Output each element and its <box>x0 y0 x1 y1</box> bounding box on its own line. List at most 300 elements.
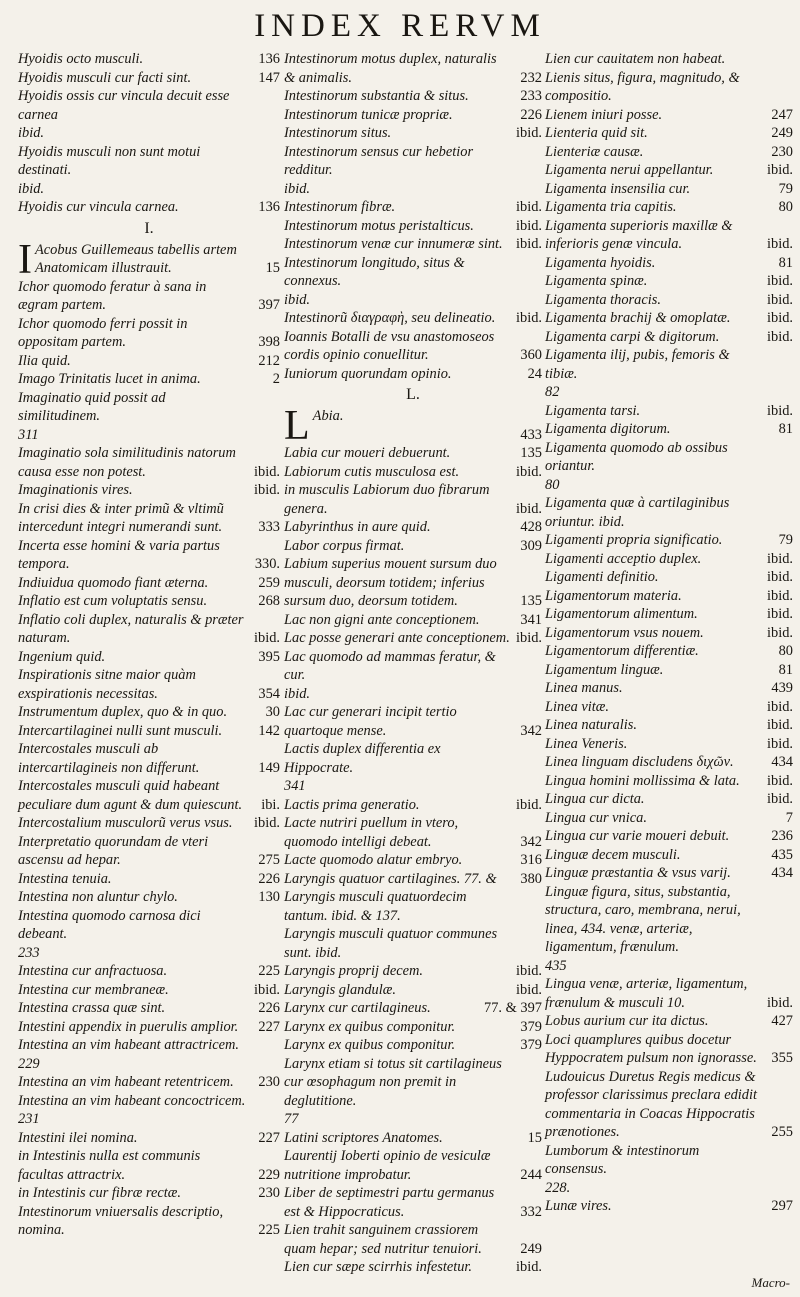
index-entry <box>545 587 793 606</box>
entry-text: Intestinorum motus duplex, naturalis & animalis. <box>284 51 497 86</box>
entry-page-ref: 275 <box>258 852 280 868</box>
entry-page-ref: 24 <box>527 365 542 382</box>
entry-text: Ligamentorum differentiæ. <box>545 643 699 659</box>
index-entry <box>284 703 542 740</box>
entry-text: Intestini ilei nomina. <box>18 1129 138 1146</box>
entry-text: Inflatio coli duplex, naturalis & præter naturam. <box>18 611 244 646</box>
entry-text: Lien trahit sanguinem crassiorem quam hepar; sed nutritur tenuiori. <box>284 1222 482 1257</box>
entry-page-ref: 259 <box>258 574 280 591</box>
entry-page-ref: 135 <box>520 445 542 461</box>
entry-text: Intestinorum tunicæ propriæ. <box>284 106 453 123</box>
entry-page-ref: 142 <box>258 722 280 739</box>
index-entry <box>284 999 542 1018</box>
entry-text: Intestinorum venæ cur innumeræ sint. <box>284 236 503 252</box>
index-entry <box>545 753 793 772</box>
entry-page-ref: 297 <box>771 1198 793 1214</box>
entry-text: In crisi dies & inter primũ & vltimũ intercedunt integri numerandi sunt. <box>18 500 224 535</box>
entry-text: Intestinorum motus peristalticus. <box>284 217 474 234</box>
entry-text: ibid. <box>284 180 310 197</box>
entry-text: Lienteriæ causæ. <box>545 143 644 160</box>
index-entry <box>545 1197 793 1216</box>
entry-text: 233 <box>18 944 40 961</box>
index-entry <box>545 476 793 495</box>
index-entry <box>284 962 542 981</box>
index-entry <box>18 962 280 981</box>
entry-page-ref: ibid. <box>767 717 793 733</box>
entry-text: Intestini appendix in puerulis amplior. <box>18 1018 239 1035</box>
index-entry <box>545 1031 793 1068</box>
entry-text: Intestina tenuia. <box>18 870 112 887</box>
entry-text: Ligamenta thoracis. <box>545 291 661 308</box>
index-entry <box>284 611 542 630</box>
entry-text: 228. <box>545 1179 571 1196</box>
entry-page-ref: ibid. <box>254 482 280 498</box>
index-entry <box>545 957 793 976</box>
entry-text: Intercostalium musculorũ verus vsus. <box>18 815 233 831</box>
entry-page-ref: ibid. <box>516 1259 542 1275</box>
entry-text: Instrumentum duplex, quo & in quo. <box>18 704 228 720</box>
index-entry <box>284 1258 542 1277</box>
index-entry <box>18 1110 280 1129</box>
entry-text: ibid. <box>284 291 310 308</box>
entry-page-ref: 80 <box>778 199 793 215</box>
entry-text: Lactis prima generatio. <box>284 796 420 813</box>
entry-text: Hyoidis musculi cur facti sint. <box>18 69 192 86</box>
entry-page-ref: 7 <box>785 809 793 826</box>
entry-page-ref: 226 <box>258 870 280 887</box>
entry-text: in Intestinis nulla est communis facultas attractrix. <box>18 1148 201 1183</box>
index-entry <box>545 716 793 735</box>
entry-text: Laryngis quatuor cartilagines. 77. & <box>284 870 497 887</box>
entry-page-ref: ibid. <box>767 273 793 289</box>
index-entry <box>18 888 280 907</box>
index-entry <box>18 481 280 500</box>
entry-page-ref: 342 <box>520 722 542 739</box>
entry-page-ref: 81 <box>778 661 793 678</box>
index-entry <box>284 555 542 611</box>
entry-page-ref: 255 <box>771 1124 793 1140</box>
index-entry <box>545 827 793 846</box>
index-entry <box>545 1142 793 1179</box>
entry-text: Ligamenti acceptio duplex. <box>545 550 702 567</box>
entry-text: Intestina an vim habeant retentricem. <box>18 1074 234 1090</box>
entry-text: Lien cur cauitatem non habeat. <box>545 51 726 67</box>
entry-text: Interpretatio quorundam de vteri ascensu ad hepar. <box>18 833 209 868</box>
entry-text: Ligamenta superioris maxillæ & inferioris genæ vincula. <box>545 217 733 252</box>
entry-text: Labia cur moueri debuerunt. <box>284 445 451 461</box>
entry-text: Incerta esse homini & varia partus tempora. <box>18 537 220 572</box>
index-entry <box>18 574 280 593</box>
index-entry <box>545 642 793 661</box>
index-entry <box>545 254 793 273</box>
entry-text: Ligamenta quomodo ab ossibus oriantur. <box>545 439 728 474</box>
index-entry <box>18 981 280 1000</box>
index-column-3 <box>545 50 793 1216</box>
entry-text: Lac quomodo ad mammas feratur, & cur. <box>284 648 496 683</box>
entry-page-ref: ibid. <box>767 606 793 622</box>
entry-page-ref: ibid. <box>767 328 793 345</box>
entry-text: Larynx ex quibus componitur. <box>284 1037 456 1053</box>
entry-text: Ligamenta nerui appellantur. <box>545 162 714 178</box>
entry-page-ref: ibid. <box>516 981 542 998</box>
entry-page-ref: 136 <box>258 51 280 67</box>
index-entry <box>545 494 793 531</box>
entry-text: Intestinorum substantia & situs. <box>284 88 469 104</box>
entry-text: Hyoidis ossis cur vincula decuit esse carnea <box>18 88 230 123</box>
entry-text: Ligamenta hyoidis. <box>545 254 656 271</box>
index-entry <box>284 403 542 449</box>
entry-text: Lac cur generari incipit tertio quartoque mense. <box>284 704 457 739</box>
entry-page-ref: ibid. <box>767 162 793 178</box>
entry-text: Imago Trinitatis lucet in anima. <box>18 371 201 387</box>
entry-text: Indiuidua quomodo fiant æterna. <box>18 574 209 591</box>
entry-page-ref: ibid. <box>254 981 280 998</box>
entry-page-ref: ibid. <box>767 310 793 326</box>
entry-text: Intercostales musculi quid habeant peculiare dum agunt & dum quiescunt. <box>18 778 243 813</box>
entry-page-ref: 81 <box>778 421 793 437</box>
index-entry <box>284 50 542 87</box>
entry-text: Laryngis musculi quatuor communes sunt. ibid. <box>284 926 498 961</box>
entry-page-ref: 398 <box>258 334 280 350</box>
index-entry <box>18 50 280 69</box>
entry-text: Intestinorum longitudo, situs & connexus. <box>284 254 465 289</box>
entry-text: Intestina quomodo carnosa dici debeant. <box>18 907 201 942</box>
entry-text: Imaginatio quid possit ad similitudinem. <box>18 389 166 424</box>
index-entry <box>545 864 793 883</box>
index-entry <box>284 124 542 143</box>
entry-page-ref: 30 <box>265 704 280 720</box>
index-entry <box>18 444 280 481</box>
index-entry <box>18 740 280 777</box>
entry-text: Lingua cur varie moueri debuit. <box>545 828 730 844</box>
index-entry <box>284 217 542 236</box>
entry-page-ref: ibid. <box>767 772 793 789</box>
index-entry <box>18 537 280 574</box>
index-entry <box>545 180 793 199</box>
index-entry <box>545 328 793 347</box>
index-entry <box>18 1203 280 1240</box>
index-entry <box>284 796 542 815</box>
index-entry <box>18 907 280 944</box>
index-entry <box>545 1179 793 1198</box>
entry-page-ref: ibid. <box>516 199 542 215</box>
entry-page-ref: ibid. <box>516 125 542 141</box>
index-entry <box>18 278 280 315</box>
entry-page-ref: 360 <box>520 347 542 363</box>
entry-text: Lienem iniuri posse. <box>545 106 663 123</box>
entry-text: Ligamenta brachij & omoplatæ. <box>545 310 731 326</box>
index-entry <box>545 809 793 828</box>
entry-page-ref: 332 <box>520 1203 542 1220</box>
entry-text: Intestina non aluntur chylo. <box>18 889 178 905</box>
entry-text: Ingenium quid. <box>18 648 106 665</box>
entry-text: 82 <box>545 384 560 400</box>
entry-text: Iuniorum quorundam opinio. <box>284 365 452 382</box>
entry-text: in Intestinis cur fibræ rectæ. <box>18 1185 181 1201</box>
entry-text: 435 <box>545 957 567 974</box>
entry-page-ref: 212 <box>258 352 280 369</box>
entry-page-ref: 379 <box>520 1018 542 1035</box>
entry-text: Ligamenti definitio. <box>545 569 659 585</box>
entry-page-ref: 309 <box>520 537 542 554</box>
index-entry <box>284 981 542 1000</box>
index-entry <box>18 124 280 143</box>
entry-page-ref: 428 <box>520 519 542 535</box>
entry-text: Hyoidis octo musculi. <box>18 51 144 67</box>
entry-text: Intestinorum situs. <box>284 125 392 141</box>
entry-text: Laryngis musculi quatuordecim tantum. ibid. & 137. <box>284 889 467 924</box>
index-entry <box>545 679 793 698</box>
index-entry <box>18 1184 280 1203</box>
entry-page-ref: 333 <box>258 519 280 535</box>
entry-text: Ligamentorum alimentum. <box>545 606 698 622</box>
index-entry <box>284 87 542 106</box>
entry-page-ref: ibid. <box>516 796 542 813</box>
entry-page-ref: 136 <box>258 199 280 215</box>
entry-page-ref: 249 <box>771 125 793 141</box>
entry-text: Ligamenta spinæ. <box>545 273 648 289</box>
entry-text: Lac non gigni ante conceptionem. <box>284 611 480 628</box>
entry-page-ref: 236 <box>771 828 793 844</box>
entry-text: Ludouicus Duretus Regis medicus & professor clarissimus preclara edidit commentaria in Coacas Hippocratis prænotiones. <box>545 1068 757 1140</box>
index-entry <box>18 500 280 537</box>
index-entry <box>284 481 542 518</box>
entry-page-ref: 15 <box>527 1129 542 1146</box>
entry-text: Intestina crassa quæ sint. <box>18 1000 166 1016</box>
entry-page-ref: 225 <box>258 963 280 979</box>
entry-page-ref: 342 <box>520 833 542 850</box>
entry-text: Linea Veneris. <box>545 735 628 752</box>
index-entry <box>545 309 793 328</box>
entry-text: Intercostales musculi ab intercartilagineis non differunt. <box>18 741 200 776</box>
entry-text: Lunæ vires. <box>545 1198 612 1214</box>
index-column-1 <box>18 50 280 1240</box>
entry-page-ref: 341 <box>520 611 542 628</box>
index-entry <box>18 370 280 389</box>
section-letter: L. <box>406 386 420 403</box>
index-entry <box>545 50 793 69</box>
index-entry <box>545 439 793 476</box>
drop-cap: L <box>284 403 310 449</box>
index-entry <box>18 1092 280 1111</box>
index-entry <box>284 1129 542 1148</box>
index-entry <box>284 444 542 463</box>
entry-page-ref: ibi. <box>261 796 280 813</box>
index-entry <box>545 790 793 809</box>
entry-text: Intestinorum sensus cur hebetior redditur. <box>284 143 474 178</box>
entry-text: Hyoidis musculi non sunt motui destinati. <box>18 143 201 178</box>
entry-text: Linea linguam discludens διχῶν. <box>545 754 734 770</box>
entry-text: 80 <box>545 476 560 493</box>
entry-text: I Acobus Guillemeaus tabellis artem Anatomicam illustrauit. <box>18 236 237 283</box>
entry-page-ref: 2 <box>272 371 280 387</box>
index-entry <box>284 740 542 777</box>
entry-page-ref: 147 <box>258 69 280 86</box>
index-entry <box>18 722 280 741</box>
index-entry <box>545 272 793 291</box>
entry-text: Ichor quomodo ferri possit in oppositam partem. <box>18 315 188 350</box>
entry-text: Ligamentorum materia. <box>545 587 682 604</box>
entry-text: Inspirationis sitne maior quàm exspirationis necessitas. <box>18 667 196 702</box>
index-entry <box>18 352 280 371</box>
entry-page-ref: 135 <box>520 593 542 609</box>
entry-page-ref: ibid. <box>254 630 280 646</box>
index-entry <box>18 1147 280 1184</box>
index-entry <box>284 365 542 384</box>
entry-text: Ichor quomodo feratur à sana in ægram partem. <box>18 278 207 313</box>
entry-page-ref: 79 <box>778 180 793 197</box>
entry-text: Larynx ex quibus componitur. <box>284 1018 456 1035</box>
entry-text: Linea vitæ. <box>545 698 609 715</box>
index-entry <box>284 328 542 365</box>
entry-text: Ligamenta tarsi. <box>545 402 641 419</box>
entry-page-ref: 227 <box>258 1129 280 1146</box>
index-entry <box>284 1110 542 1129</box>
entry-text: 229 <box>18 1055 40 1072</box>
entry-page-ref: ibid. <box>254 815 280 831</box>
entry-text: Ligamenti propria significatio. <box>545 532 723 548</box>
entry-text: Lac posse generari ante conceptionem. <box>284 630 510 646</box>
index-entry <box>284 777 542 796</box>
index-entry <box>18 777 280 814</box>
entry-text: Intestinorum fibræ. <box>284 199 396 215</box>
entry-text: Ligamenta carpi & digitorum. <box>545 328 720 345</box>
entry-text: Linea naturalis. <box>545 717 637 733</box>
entry-page-ref: 130 <box>258 889 280 905</box>
entry-page-ref: ibid. <box>516 310 542 326</box>
entry-text: Labiorum cutis musculosa est. <box>284 463 460 480</box>
entry-page-ref: 316 <box>520 852 542 868</box>
index-entry <box>545 735 793 754</box>
entry-page-ref: 230 <box>258 1074 280 1090</box>
entry-page-ref: ibid. <box>516 217 542 234</box>
entry-text: Larynx etiam si totus sit cartilagineus cur œsophagum non premit in deglutitione. <box>284 1055 502 1109</box>
index-entry <box>284 1018 542 1037</box>
entry-page-ref: ibid. <box>254 463 280 480</box>
entry-text: Ligamenta ilij, pubis, femoris & tibiæ. <box>545 347 730 382</box>
index-entry <box>284 648 542 685</box>
index-entry <box>284 870 542 889</box>
index-entry <box>545 624 793 643</box>
index-entry <box>545 106 793 125</box>
index-entry <box>284 463 542 482</box>
index-entry <box>284 106 542 125</box>
entry-text: Intestinorum vniuersalis descriptio, nomina. <box>18 1203 224 1238</box>
entry-text: Laurentij Ioberti opinio de vesiculæ nutritione improbatur. <box>284 1148 491 1183</box>
entry-page-ref: 268 <box>258 593 280 609</box>
index-entry <box>545 383 793 402</box>
index-entry <box>284 629 542 648</box>
entry-text: 77 <box>284 1111 299 1127</box>
entry-text: Lien cur sæpe scirrhis infestetur. <box>284 1259 473 1275</box>
entry-page-ref: 230 <box>258 1185 280 1201</box>
entry-text: Intestina an vim habeant concoctricem. <box>18 1092 246 1109</box>
entry-page-ref: 233 <box>520 88 542 104</box>
entry-page-ref: 395 <box>258 648 280 665</box>
index-entry <box>545 531 793 550</box>
drop-cap: I <box>18 236 32 283</box>
entry-page-ref: 427 <box>771 1013 793 1029</box>
entry-text: Ilia quid. <box>18 352 71 369</box>
page-title: INDEX RERVM <box>254 8 546 44</box>
index-entry <box>545 772 793 791</box>
index-entry <box>18 1036 280 1055</box>
index-entry <box>18 944 280 963</box>
entry-text: Linguæ figura, situs, substantia, structura, caro, membrana, nerui, linea, 434. venæ, arteriæ, ligamentum, frænulum. <box>545 883 741 955</box>
index-entry <box>284 254 542 291</box>
index-entry <box>284 180 542 199</box>
index-entry <box>545 69 793 106</box>
entry-page-ref: 232 <box>520 69 542 86</box>
index-entry <box>18 870 280 889</box>
entry-page-ref: 226 <box>258 1000 280 1016</box>
index-entry <box>18 814 280 833</box>
index-entry <box>18 611 280 648</box>
entry-page-ref: 230 <box>771 143 793 160</box>
entry-text: Lingua cur vnica. <box>545 809 647 826</box>
entry-page-ref: ibid. <box>767 994 793 1011</box>
entry-page-ref: ibid. <box>767 587 793 604</box>
entry-page-ref: ibid. <box>767 569 793 585</box>
entry-page-ref: 81 <box>778 254 793 271</box>
index-entry <box>284 1055 542 1111</box>
index-entry <box>18 389 280 426</box>
index-entry <box>284 235 542 254</box>
index-entry <box>284 309 542 328</box>
index-entry <box>18 703 280 722</box>
index-entry <box>545 402 793 421</box>
entry-page-ref: ibid. <box>767 402 793 419</box>
index-entry <box>284 537 542 556</box>
index-entry <box>545 550 793 569</box>
entry-text: 311 <box>18 426 39 443</box>
index-entry <box>18 1018 280 1037</box>
entry-page-ref: 379 <box>520 1037 542 1053</box>
entry-page-ref: ibid. <box>767 735 793 752</box>
entry-text: Latini scriptores Anatomes. <box>284 1129 443 1146</box>
entry-page-ref: 149 <box>258 759 280 776</box>
index-entry <box>545 846 793 865</box>
entry-page-ref: ibid. <box>516 463 542 480</box>
index-entry <box>545 1068 793 1142</box>
entry-text: Larynx cur cartilagineus. <box>284 1000 431 1016</box>
entry-text: Loci quamplures quibus docetur Hyppocratem pulsum non ignorasse. <box>545 1031 757 1066</box>
index-entry <box>284 814 542 851</box>
entry-text: 231 <box>18 1111 40 1127</box>
entry-page-ref: 434 <box>771 865 793 881</box>
entry-page-ref: 227 <box>258 1018 280 1035</box>
entry-page-ref: ibid. <box>767 624 793 641</box>
index-entry <box>284 1221 542 1258</box>
index-entry <box>284 518 542 537</box>
entry-text: Intestina cur anfractuosa. <box>18 963 168 979</box>
entry-page-ref: ibid. <box>767 236 793 252</box>
entry-page-ref: 435 <box>771 846 793 863</box>
entry-text: Lacte quomodo alatur embryo. <box>284 852 463 868</box>
index-entry <box>18 180 280 199</box>
entry-text: Intestina an vim habeant attractricem. <box>18 1037 240 1053</box>
entry-text: 341 <box>284 778 306 794</box>
entry-page-ref: 226 <box>520 106 542 123</box>
index-entry <box>284 851 542 870</box>
entry-page-ref: ibid. <box>516 630 542 646</box>
entry-text: Intestinorũ διαγραφὴ, seu delineatio. <box>284 310 496 326</box>
entry-text: Imaginationis vires. <box>18 482 133 498</box>
entry-text: Ligamenta digitorum. <box>545 421 671 437</box>
entry-text: Linguæ decem musculi. <box>545 846 681 863</box>
index-entry <box>18 592 280 611</box>
entry-text: Liber de septimestri partu germanus est & Hippocraticus. <box>284 1185 495 1220</box>
